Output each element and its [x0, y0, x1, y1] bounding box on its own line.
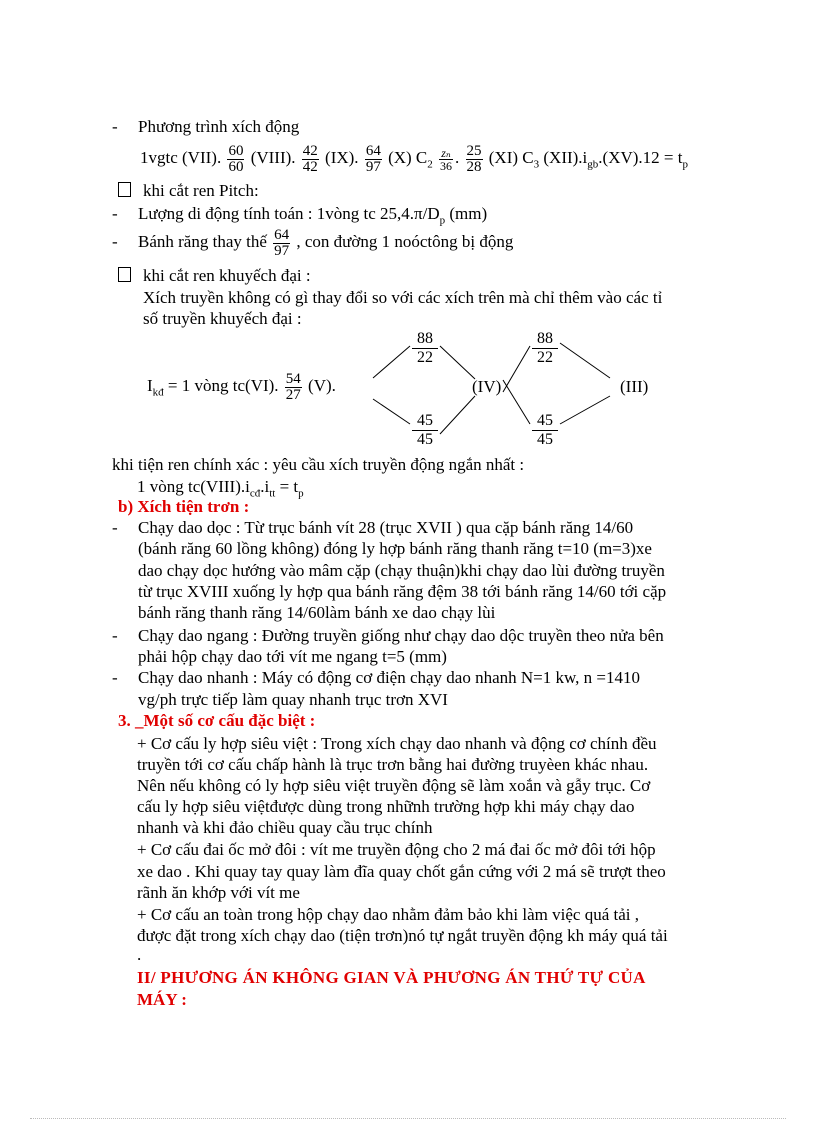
page-bottom-rule [30, 1118, 786, 1119]
section-2-heading-cont: MÁY : [137, 990, 187, 1009]
fraction: $\frac{60}{60}$ [228, 142, 244, 175]
special-para-1: truyền tới cơ cấu chấp hành là trục trơn bằng hai đường truyèen khác nhau. [137, 755, 649, 774]
fraction: $\frac{42}{42}$ [302, 142, 318, 175]
special-para-3: . [137, 945, 142, 964]
precise-line-2: 1 vòng $tc(VIII).i_{cđ}.i_{tt} = t_p$ [137, 477, 304, 500]
ratio-bottom-1: $\frac{45}{45}$ [412, 412, 438, 449]
smooth-item-3: - Chạy dao nhanh : Máy có động cơ điện chạy dao nhanh N=1 kw, n =1410 [112, 668, 641, 687]
diagram-line [503, 346, 530, 392]
eq-text: (VIII). [250, 148, 296, 167]
amplify-para-2: số truyền khuyếch đại : [143, 309, 302, 328]
smooth-item-2-cont: phải hộp chạy dao tới vít me ngang t=5 (mm) [138, 647, 447, 666]
fraction: $\frac{64}{97}$ [274, 226, 290, 259]
diagram-line [440, 396, 475, 434]
eq-text: 1vgtc (VII). [140, 148, 222, 167]
diagram-line [503, 380, 530, 424]
pitch-item-1: - Lượng di động tính toán : 1vòng tc $25,4.\pi/D_p$ (mm) [112, 204, 488, 227]
chain-label: Phương trình xích động [138, 117, 300, 136]
smooth-item-1: - Chạy dao dọc : Từ trục bánh vít 28 (trục XVII ) qua cặp bánh răng 14/60 [112, 518, 634, 537]
special-para-1: nhanh và khi đảo chiều quay cầu trục chính [137, 818, 433, 837]
amplify-para-1: Xích truyền không có gì thay đổi so với các xích trên mà chỉ thêm vào các tỉ [143, 288, 663, 307]
diagram-line [373, 346, 410, 378]
special-para-3: + Cơ cấu an toàn trong hộp chạy dao nhằm đảm bảo khi làm việc quá tải , [137, 905, 639, 924]
amplify-equation: $I_{kđ} = 1$ vòng tc(VI). $\frac{54}{27}$ (V). [147, 370, 336, 403]
precise-line-1: khi tiện ren chính xác : yêu cầu xích truyền động ngắn nhất : [112, 455, 525, 474]
chain-item: - Phương trình xích động [112, 117, 300, 136]
smooth-item-1-cont: dao chạy dọc hướng vào mâm cặp (chạy thuận)khi chạy dao lùi đường truyền [138, 561, 665, 580]
special-heading: 3. _Một số cơ cấu đặc biệt : [118, 711, 316, 730]
fraction: $\frac{\text{zₙ}}{36}$ [440, 145, 453, 173]
smooth-item-2: - Chạy dao ngang : Đường truyền giống như chạy dao dộc truyền theo nửa bên [112, 626, 664, 645]
special-para-3: được đặt trong xích chạy dao (tiện trơn)nó tự ngắt truyền động kh máy quá tải [137, 926, 668, 945]
special-para-1: Nên nếu không có ly hợp siêu việt truyền động sẽ làm xoắn và gẫy trục. Cơ [137, 776, 651, 795]
diagram-line [373, 399, 410, 424]
amplify-heading: khi cắt ren khuyếch đại : [118, 266, 311, 286]
special-para-1: + Cơ cấu ly hợp siêu việt : Trong xích chạy dao nhanh và động cơ chính đều [137, 734, 657, 753]
smooth-item-3-cont: vg/ph trực tiếp làm quay nhanh trục trơn XVI [138, 690, 448, 709]
special-para-2: + Cơ cấu đai ốc mở đôi : vít me truyền động cho 2 má đai ốc mở đôi tới hộp [137, 840, 656, 859]
special-para-2: rãnh ăn khớp với vít me [137, 883, 300, 902]
node-iii: (III) [620, 377, 649, 396]
ratio-top-2: $\frac{88}{22}$ [532, 330, 558, 367]
special-para-1: cấu ly hợp siêu việtđược dùng trong nhữnh trường hợp khi máy chạy dao [137, 797, 635, 816]
ratio-top-1: $\frac{88}{22}$ [412, 330, 438, 367]
smooth-item-1-cont: bánh răng thanh răng 14/60làm bánh xe dao chạy lùi [138, 603, 496, 622]
fraction: $\frac{54}{27}$ [285, 370, 301, 403]
smooth-heading: b) Xích tiện trơn : [118, 497, 250, 516]
ratio-bottom-2: $\frac{45}{45}$ [532, 412, 558, 449]
diagram-line [560, 343, 610, 378]
pitch-heading: khi cắt ren Pitch: [118, 181, 259, 201]
eq-text: (XI) C [488, 148, 534, 167]
eq-text: (IX). [325, 148, 359, 167]
smooth-item-1-cont: (bánh răng 60 lồng không) đóng ly hợp bánh răng thanh răng t=10 (m=3)xe [138, 539, 652, 558]
eq-text: .(XV).12 = t [598, 148, 683, 167]
diagram-line [440, 346, 475, 379]
special-para-2: xe dao . Khi quay tay quay làm đĩa quay chốt gắn cứng với 2 má sẽ trượt theo [137, 862, 666, 881]
eq-text: (XII).i [543, 148, 588, 167]
diagram-line [560, 396, 610, 424]
fraction: $\frac{25}{28}$ [466, 142, 482, 175]
smooth-item-1-cont: từ trục XVIII xuống ly hợp qua bánh răng đệm 38 tới bánh răng 14/60 tới cặp [138, 582, 667, 601]
node-iv: (IV) [472, 377, 502, 396]
eq-text: (X) C [388, 148, 428, 167]
chain-equation: 1vgtc (VII). $\frac{60}{60}$ (VIII). $\frac{42}{42}$ (IX). $\frac{64}{97}$ (X) $C_2$ $\frac{\text{zₙ}}{36}$ . $\frac{25}{28}$ (XI) $C_3$ $(XII).i_{gb}.(XV).12 = t_p$ [140, 142, 688, 175]
fraction: $\frac{64}{97}$ [365, 142, 381, 175]
section-2-heading: II/ PHƯƠNG ÁN KHÔNG GIAN VÀ PHƯƠNG ÁN THỨ TỰ CỦA [137, 968, 646, 987]
pitch-item-2: - Bánh răng thay thế $\frac{64}{97}$ , con đường 1 noóctông bị động [112, 226, 514, 259]
